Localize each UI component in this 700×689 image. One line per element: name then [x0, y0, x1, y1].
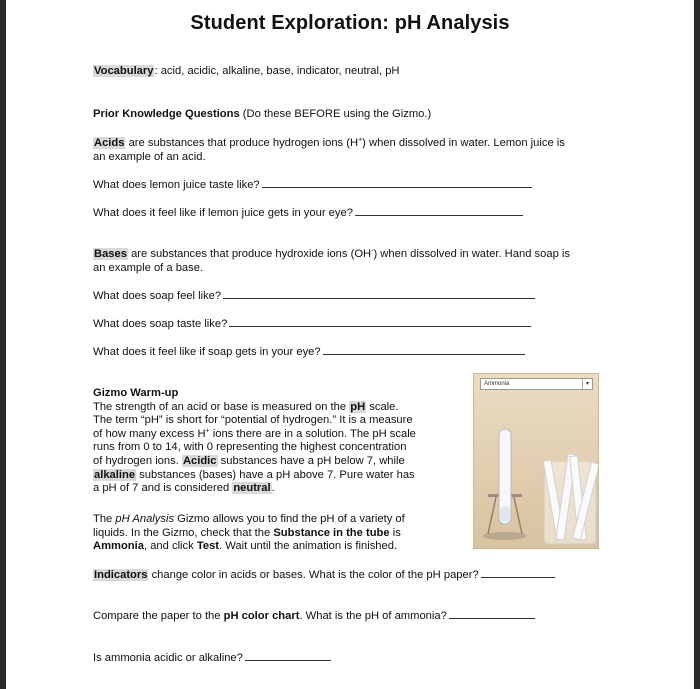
answer-blank[interactable]: [229, 325, 531, 327]
instr-text: . Wait until the animation is finished.: [219, 540, 398, 553]
question-text: . What is the pH of ammonia?: [299, 610, 447, 622]
question-text: change color in acids or bases. What is the color of the pH paper?: [148, 569, 479, 581]
alkaline-term: alkaline: [94, 468, 136, 481]
warmup-text: runs from 0 to 14, with 0 representing the highest concentration: [93, 441, 407, 454]
bases-paragraph: [93, 248, 570, 275]
test-tube-and-paper-svg: [474, 374, 599, 549]
prior-knowledge-heading: Prior Knowledge Questions: [93, 108, 240, 120]
hydrogen-ion-sup: +: [205, 427, 210, 435]
answer-blank[interactable]: [245, 659, 331, 661]
acids-text-2: an example of an acid.: [93, 150, 206, 163]
acids-paragraph: [93, 137, 565, 164]
answer-blank[interactable]: [323, 353, 525, 355]
warmup-text: substances (bases) have a pH above 7. Pure water has: [136, 468, 415, 481]
test-term: Test: [196, 540, 220, 553]
question-text: Is ammonia acidic or alkaline?: [93, 652, 243, 664]
stand-base: [483, 532, 527, 540]
vocabulary-label: Vocabulary: [94, 65, 154, 77]
bases-term: Bases: [94, 248, 127, 260]
question-text: What does it feel like if lemon juice gets in your eye?: [93, 207, 353, 219]
tube-liquid: [500, 506, 510, 522]
answer-blank[interactable]: [355, 214, 523, 216]
warmup-heading: Gizmo Warm-up: [93, 387, 179, 399]
warmup-text: ions there are in a solution. The pH scale: [209, 427, 416, 440]
bases-text-end: ) when dissolved in water. Hand soap is: [373, 248, 570, 260]
warmup-text: of hydrogen ions.: [93, 454, 182, 467]
indicators-term: Indicators: [94, 569, 148, 581]
warmup-text: substances have a pH below 7, while: [217, 454, 405, 467]
warmup-section: [93, 387, 416, 496]
acids-text-end: ) when dissolved in water. Lemon juice is: [362, 137, 565, 149]
question-soap-eye: [93, 346, 525, 360]
page-title: Student Exploration: pH Analysis: [190, 12, 510, 34]
worksheet-page: [6, 0, 694, 689]
instr-text: The: [93, 513, 116, 525]
hydroxide-ion-sup: -: [371, 247, 374, 255]
vocabulary-line: [93, 65, 400, 79]
chevron-down-icon: ▾: [582, 379, 592, 389]
ammonia-term: Ammonia: [93, 540, 144, 553]
answer-blank[interactable]: [449, 617, 535, 619]
instr-text: , and click: [143, 540, 197, 553]
dropdown-value: Ammonia: [484, 381, 510, 387]
vocabulary-terms: : acid, acidic, alkaline, base, indicator, neutral, pH: [154, 65, 400, 77]
gizmo-instructions: [93, 513, 405, 554]
acids-text: are substances that produce hydrogen ions (H: [125, 137, 359, 149]
warmup-text: The term “pH” is short for “potential of hydrogen.” It is a measure: [93, 414, 413, 427]
question-lemon-taste: [93, 179, 532, 193]
ph-term: pH: [350, 400, 366, 413]
instr-text: is: [389, 526, 401, 539]
acidic-term: Acidic: [182, 454, 217, 467]
question-text: What does soap feel like?: [93, 290, 222, 302]
warmup-text: .: [271, 482, 275, 495]
stand-leg: [514, 497, 522, 534]
ph-color-chart-term: pH color chart: [223, 610, 300, 622]
answer-blank[interactable]: [481, 576, 555, 578]
question-text: Compare the paper to the: [93, 610, 224, 622]
warmup-text: of how many excess H: [93, 427, 206, 440]
warmup-text: a pH of 7 and is considered: [93, 482, 233, 495]
question-soap-feel: [93, 290, 535, 304]
stand-leg: [488, 497, 496, 534]
prior-knowledge-note: (Do these BEFORE using the Gizmo.): [239, 108, 432, 120]
gizmo-illustration: [473, 373, 599, 549]
answer-blank[interactable]: [262, 186, 532, 188]
answer-blank[interactable]: [223, 297, 535, 299]
warmup-text: scale.: [366, 400, 399, 413]
question-ph-of-ammonia: [93, 610, 535, 624]
substance-term: Substance in the tube: [273, 526, 390, 539]
question-indicators: [93, 569, 555, 583]
prior-knowledge-line: [93, 108, 431, 122]
question-text: What does it feel like if soap gets in your eye?: [93, 346, 321, 358]
question-soap-taste: [93, 318, 531, 332]
gizmo-name: pH Analysis: [115, 513, 175, 525]
instr-text: Gizmo allows you to find the pH of a variety of: [174, 513, 405, 525]
neutral-term: neutral: [233, 482, 271, 495]
warmup-text: The strength of an acid or base is measured on the: [93, 400, 350, 413]
question-lemon-eye: [93, 207, 523, 221]
acids-term: Acids: [94, 137, 125, 149]
bases-text: are substances that produce hydroxide ions (OH: [127, 248, 372, 260]
hydrogen-ion-sup: +: [358, 136, 363, 144]
question-acidic-or-alkaline: [93, 652, 331, 666]
bases-text-2: an example of a base.: [93, 261, 204, 274]
question-text: What does soap taste like?: [93, 318, 228, 330]
instr-text: liquids. In the Gizmo, check that the: [93, 526, 274, 539]
question-text: What does lemon juice taste like?: [93, 179, 260, 191]
